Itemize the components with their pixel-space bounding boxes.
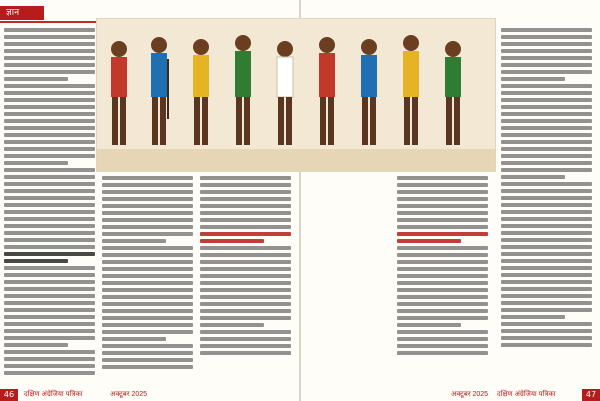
left-page-number: 46 [0, 389, 18, 401]
mural-illustration [96, 18, 496, 172]
right-page-column-2 [501, 28, 592, 383]
right-page-number: 47 [582, 389, 600, 401]
section-tag: ज्ञान [0, 6, 44, 20]
left-page-column-2 [102, 176, 193, 383]
left-footer [0, 389, 299, 401]
right-page-column-1 [397, 176, 488, 383]
mural-figures-svg [97, 19, 495, 171]
right-footer [301, 389, 600, 401]
left-page-column-3 [200, 176, 291, 383]
right-footer-issue: अक्टूबर 2025 [451, 391, 489, 398]
left-page-column-1 [4, 28, 95, 383]
left-footer-issue: अक्टूबर 2025 [110, 391, 148, 398]
left-footer-publication: दक्षिण अंग्रेजिया पत्रिका [24, 391, 83, 398]
right-footer-publication: दक्षिण अंग्रेजिया पत्रिका [497, 391, 556, 398]
